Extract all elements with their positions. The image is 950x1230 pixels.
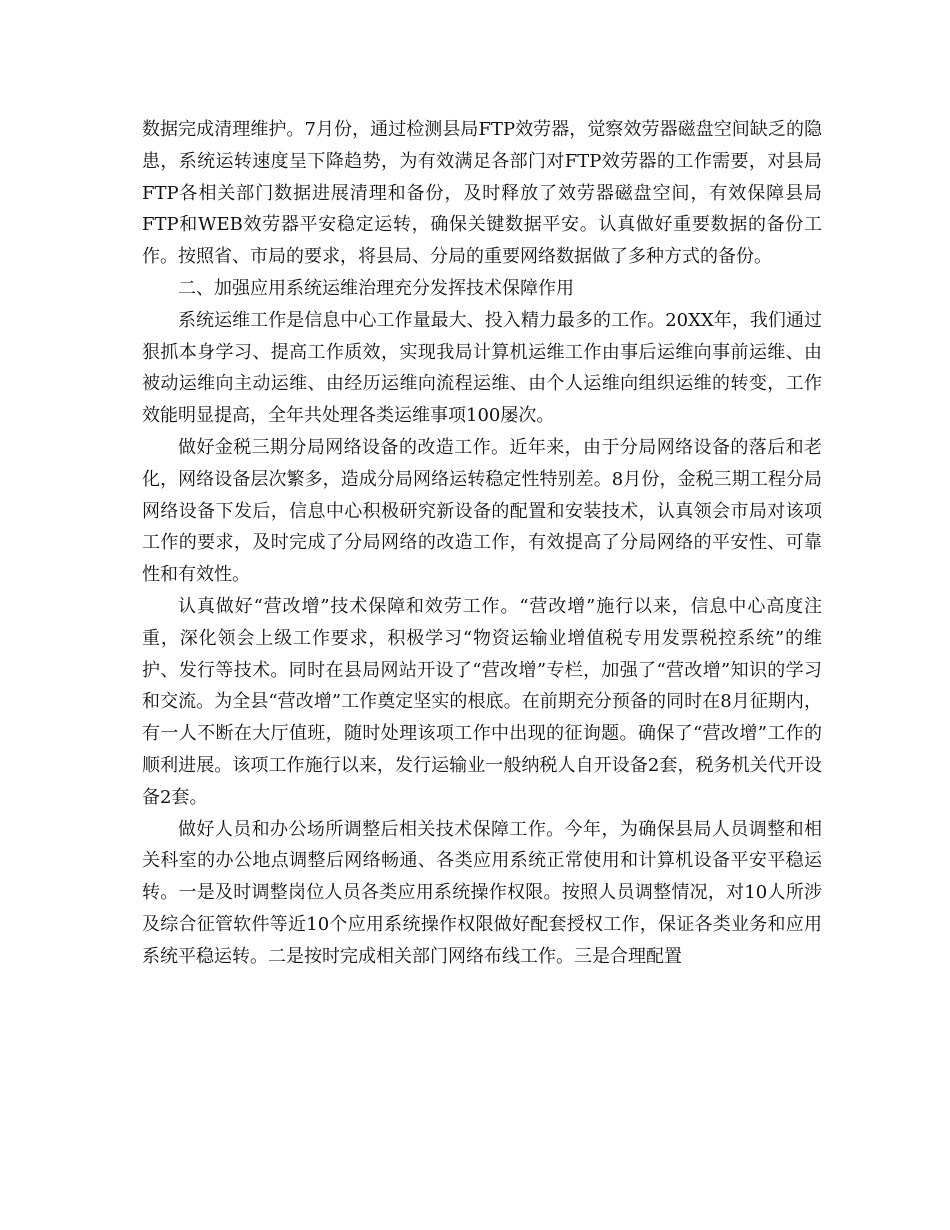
section-heading-system-operations: 二、加强应用系统运维治理充分发挥技术保障作用 [178, 277, 574, 299]
paragraph-operations-overview: 系统运维工作是信息中心工作量最大、投入精力最多的工作。20XX年，我们通过狠抓本身学习、提高工作质效，实现我局计算机运维工作由事后运维向事前运维、由被动运维向主动运维、由经历运维向流程运维、由个人运维向组织运维的转变，工作效能明显提高，全年共处理各类运维事项100屡次。 [142, 309, 822, 427]
document-body [142, 114, 822, 973]
paragraph-data-maintenance: 数据完成清理维护。7月份，通过检测县局FTP效劳器，觉察效劳器磁盘空间缺乏的隐患，系统运转速度呈下降趋势，为有效满足各部门对FTP效劳器的工作需要，对县局FTP各相关部门数据进展清理和备份，及时释放了效劳器磁盘空间，有效保障县局FTP和WEB效劳器平安稳定运转，确保关键数据平安。认真做好重要数据的备份工作。按照省、市局的要求，将县局、分局的重要网络数据做了多种方式的备份。 [142, 119, 822, 268]
paragraph-network-upgrade: 做好金税三期分局网络设备的改造工作。近年来，由于分局网络设备的落后和老化，网络设备层次繁多，造成分局网络运转稳定性特别差。8月份，金税三期工程分局网络设备下发后，信息中心积极研究新设备的配置和安装技术，认真领会市局对该项工作的要求，及时完成了分局网络的改造工作，有效提高了分局网络的平安性、可靠性和有效性。 [142, 436, 822, 586]
paragraph-vat-reform-support: 认真做好“营改增”技术保障和效劳工作。“营改增”施行以来，信息中心高度注重，深化领会上级工作要求，积极学习“物资运输业增值税专用发票税控系统”的维护、发行等技术。同时在县局网站开设了“营改增”专栏，加强了“营改增”知识的学习和交流。为全县“营改增”工作奠定坚实的根底。在前期充分预备的同时在8月征期内，有一人不断在大厅值班，随时处理该项工作中出现的征询题。确保了“营改增”工作的顺利进展。该项工作施行以来，发行运输业一般纳税人自开设备2套，税务机关代开设备2套。 [142, 595, 822, 808]
paragraph-staff-relocation-support: 做好人员和办公场所调整后相关技术保障工作。今年，为确保县局人员调整和相关科室的办公地点调整后网络畅通、各类应用系统正常使用和计算机设备平安平稳运转。一是及时调整岗位人员各类应用系统操作权限。按照人员调整情况，对10人所涉及综合征管软件等近10个应用系统操作权限做好配套授权工作，保证各类业务和应用系统平稳运转。二是按时完成相关部门网络布线工作。三是合理配置 [142, 818, 822, 967]
